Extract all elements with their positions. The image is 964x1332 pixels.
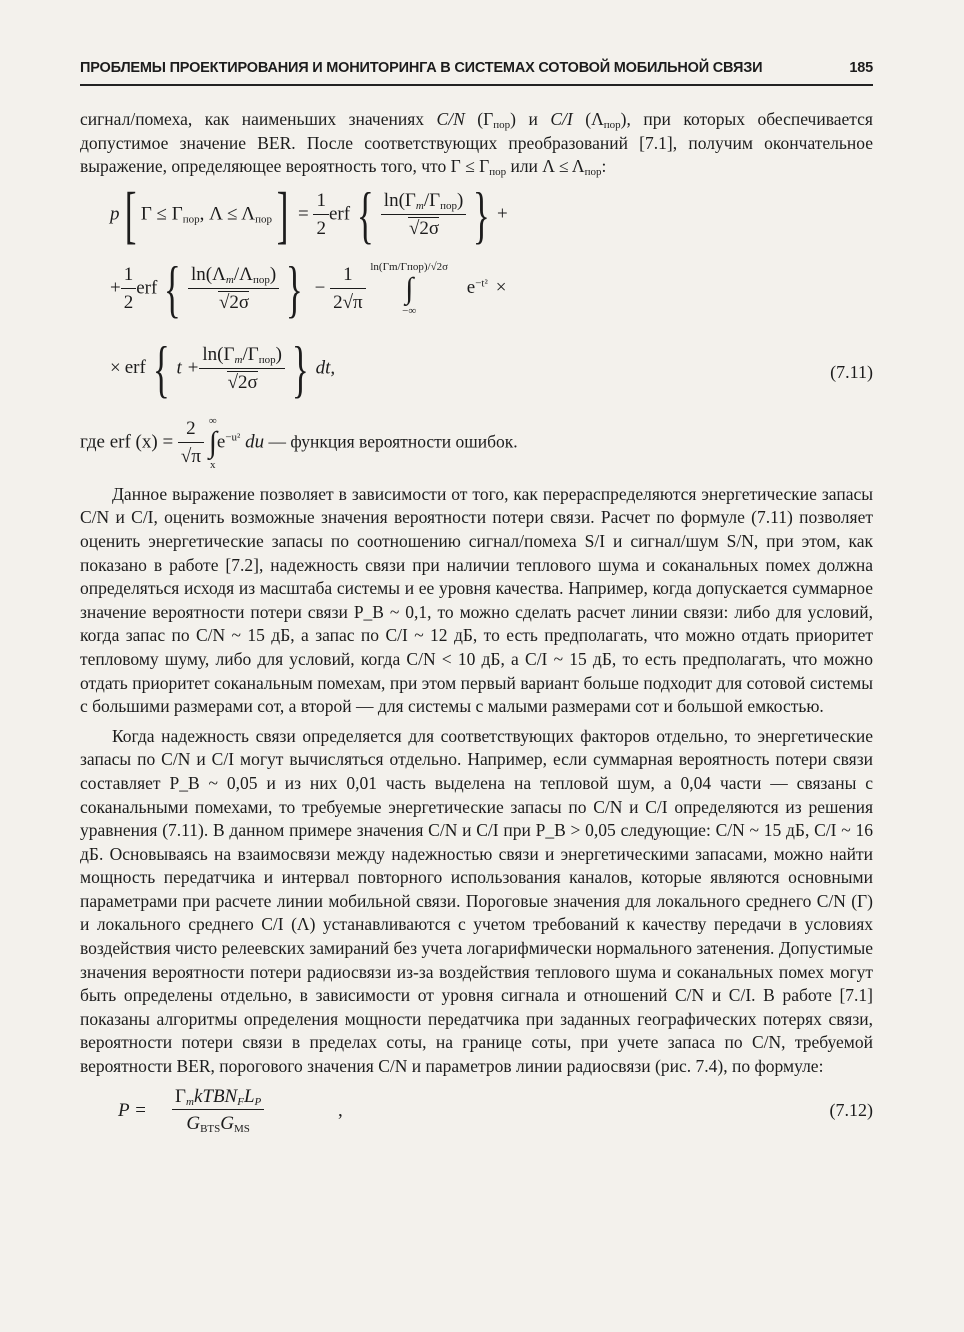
paragraph-2: Данное выражение позволяет в зависимости от того, как перераспределяются энергетические запасы C/N и C/I, оценить возможные значения вероятности потери связи. Расчет по формуле (7.11) позволяет оценить энергетические запасы по соотношению сигнал/помеха S/I и сигнал/шум S/N, при этом, как показано в работе [7.2], надежность связи при наличии теплового шума и соканальных помех должна определяться исходя из масштаба системы и ее уровня качества. Например, когда допускается суммарное значение вероятности потери связи P_B ~ 0,1, то можно сделать расчет линии связи: либо для условий, когда запас по C/N ~ 15 дБ, а запас по C/I ~ 12 дБ, то есть предполагать, что можно отдать приоритет тепловому шуму, либо для условий, когда C/N < 10 дБ, а C/I ~ 15 дБ, то есть предполагать, что можно отдать приоритет соканальным помехам, при этом первый вариант больше подходит для сотовой системы с большими размерами сот, а второй — для системы с малыми размерами сот и большой емкостью. [80, 483, 873, 717]
page-number: 185 [849, 60, 873, 76]
running-header-title: ПРОБЛЕМЫ ПРОЕКТИРОВАНИЯ И МОНИТОРИНГА В СИСТЕМАХ СОТОВОЙ МОБИЛЬНОЙ СВЯЗИ [80, 60, 763, 76]
equation-row-1: p[ $Г \le Г_{пор}$, $\Lambda \le \Lambda_{пор}$] = $\frac{1}{2}$ erf { $\frac{\ln(Г_m/Г_{пор})}{√2\sigma}$ } + [110, 178, 508, 250]
erf-definition: где erf (x) = $\frac{2}{√\pi}$ ∞ ∫ $xe^{-u^2}$ du — функция вероятности ошибок. [80, 414, 518, 471]
equation-7-11 [80, 179, 873, 415]
equation-number-7-12: (7.12) [829, 1099, 873, 1120]
paragraph-3: Когда надежность связи определяется для соответствующих факторов отдельно, то энергетические запасы по C/N и C/I могут вычисляться отдельно. Например, если суммарная вероятность потери связи составляет P_B ~ 0,05 и из них 0,01 часть выделена на тепловой шум, а 0,04 части — связаны с соканальными помехами, то требуемые энергетические запасы по C/N и C/I определяются из решения уравнения (7.11). В данном примере значения C/N и C/I при P_B > 0,05 следующие: C/N ~ 15 дБ, C/I ~ 16 дБ. Основываясь на взаимосвязи между надежностью связи и энергетическими запасами, можно найти мощность передатчика и интервал повторного использования каналов, которые являются основными параметрами при расчете линии мобильной связи. Пороговые значения для локального среднего C/N (Г) и локального среднего C/I (Λ) устанавливаются с учетом требований к качеству передачи в условиях воздействия чисто релеевских замираний без учета логарифмически нормального затенения. Допустимые значения вероятности потери радиосвязи из-за воздействия теплового шума и соканальных помех могут быть определены отдельно, в зависимости от уровня сигнала и отношений C/N и C/I. В работе [7.1] показаны алгоритмы определения мощности передатчика при заданных географических потерях связи, вероятности потери связи в пределах соты, на границе соты, при учете запаса по C/N, требуемой вероятности BER, порогового значения C/N и параметров линии радиосвязи (рис. 7.4), по формуле: [80, 725, 873, 1077]
equation-row-3: × erf { t + $\frac{\ln(Г_m/Г_{пор})}{√2\sigma}$ } dt, [110, 332, 336, 404]
page-body [80, 108, 873, 1155]
equation-7-12: P = $Г_mkTBN_FL_P$ $G_{BTS}G_{MS}$ , (7.12) [118, 1085, 873, 1136]
equation-row-2: + $\frac{1}{2}$ erf { $\frac{\ln(\Lambda_m/\Lambda_{пор})}{√2\sigma}$ } − $\frac{1}{2√\pi}$ ln(Гm/Гпор)/√2σ ∫ −∞ $e^{-t^2}$ × [110, 252, 507, 324]
running-header [80, 54, 873, 86]
paragraph-intro: сигнал/помеха, как наименьших значениях C/N $(Г_{пор})$ и C/I $(\Lambda_{пор})$, при которых обеспечивается допустимое значение BER. После соответствующих преобразований [7.1], получим окончательное выражение, определяющее вероятность того, что $Г \le Г_{пор}$ или $\Lambda \le \Lambda_{пор}$: [80, 109, 873, 179]
equation-number-7-11: (7.11) [830, 361, 873, 382]
